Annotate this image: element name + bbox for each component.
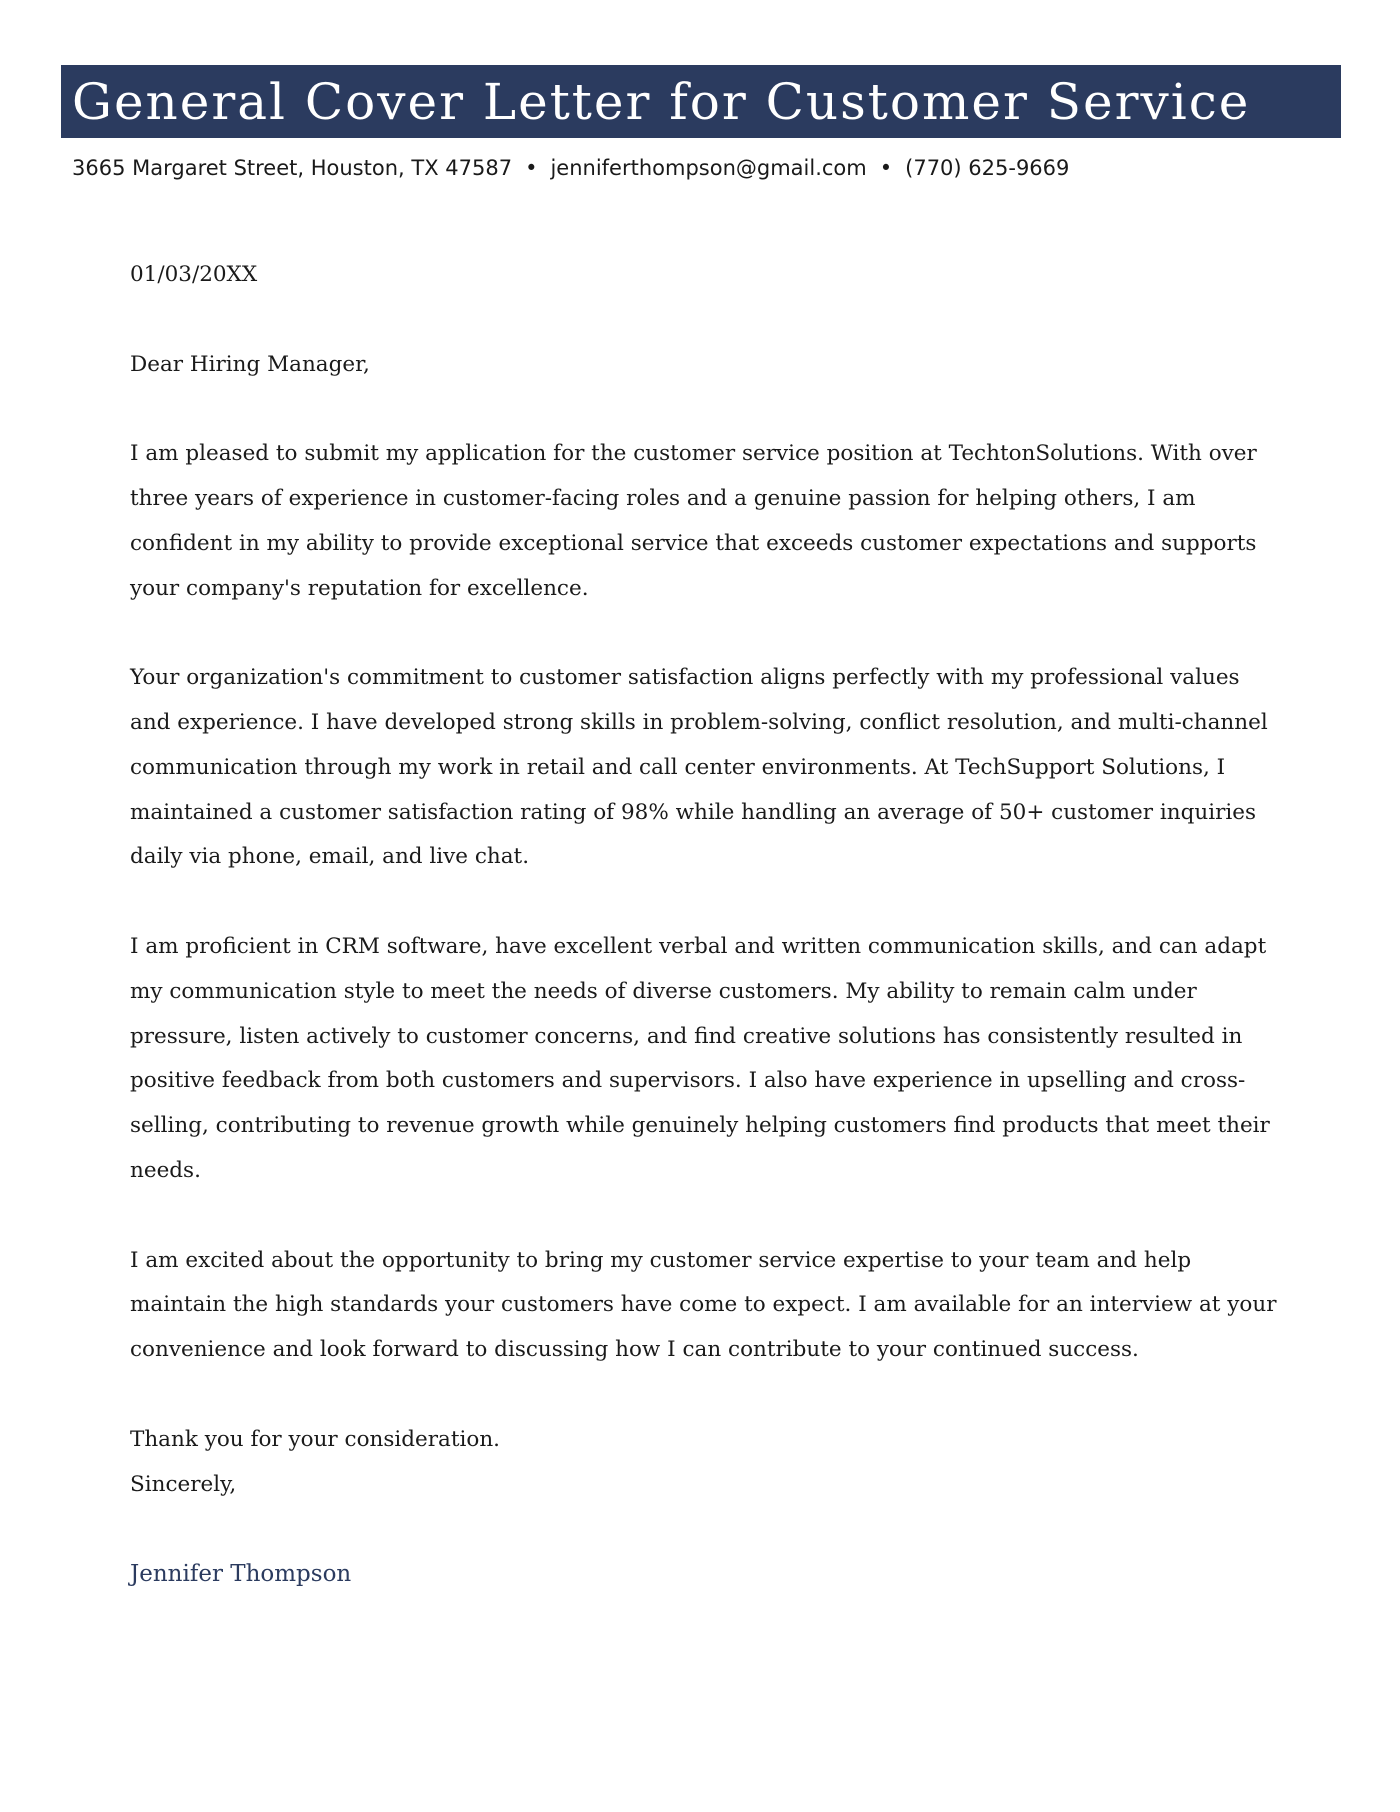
letter-salutation: Dear Hiring Manager,	[130, 351, 370, 377]
contact-separator: •	[525, 156, 538, 180]
letter-paragraph: I am pleased to submit my application for the customer service position at TechtonSolutions. With over three years of experience in customer-facing roles and a genuine passion for helping others, I am confident in my ability to provide exceptional service that exceeds customer expectations and supports your company's reputation for excellence.	[130, 441, 1257, 601]
letter-paragraph: Your organization's commitment to customer satisfaction aligns perfectly with my professional values and experience. I have developed strong skills in problem-solving, conflict resolution, and multi-channel communication through my work in retail and call center environments. At TechSupport Solutions, I maintained a customer satisfaction rating of 98% while handling an average of 50+ customer inquiries daily via phone, email, and live chat.	[130, 665, 1268, 870]
page-title: General Cover Letter for Customer Service	[72, 72, 1251, 131]
contact-separator: •	[879, 156, 893, 180]
contact-phone: (770) 625-9669	[905, 156, 1070, 180]
letter-closing	[130, 1418, 1280, 1508]
contact-address: 3665 Margaret Street, Houston, TX 47587	[72, 156, 513, 180]
title-banner	[61, 65, 1341, 138]
letter-thanks: Thank you for your consideration.	[130, 1426, 501, 1452]
letter-paragraph: I am excited about the opportunity to bring my customer service expertise to your team and help maintain the high standards your customers have come to expect. I am available for an interview at your convenience and look forward to discussing how I can contribute to your continued success.	[130, 1247, 1277, 1363]
letter-date: 01/03/20XX	[130, 262, 258, 287]
letter-signature: Jennifer Thompson	[130, 1561, 352, 1588]
contact-line	[72, 156, 1069, 180]
contact-email: jenniferthompson@gmail.com	[550, 156, 867, 180]
letter-sign-off: Sincerely,	[130, 1471, 237, 1497]
letter-body	[130, 253, 1280, 1642]
letter-paragraph: I am proficient in CRM software, have excellent verbal and written communication skills, and can adapt my communication style to meet the needs of diverse customers. My ability to remain calm under pressure, listen actively to customer concerns, and find creative solutions has consistently resulted in positive feedback from both customers and supervisors. I also have experience in upselling and cross-selling, contributing to revenue growth while genuinely helping customers find products that meet their needs.	[130, 933, 1270, 1183]
